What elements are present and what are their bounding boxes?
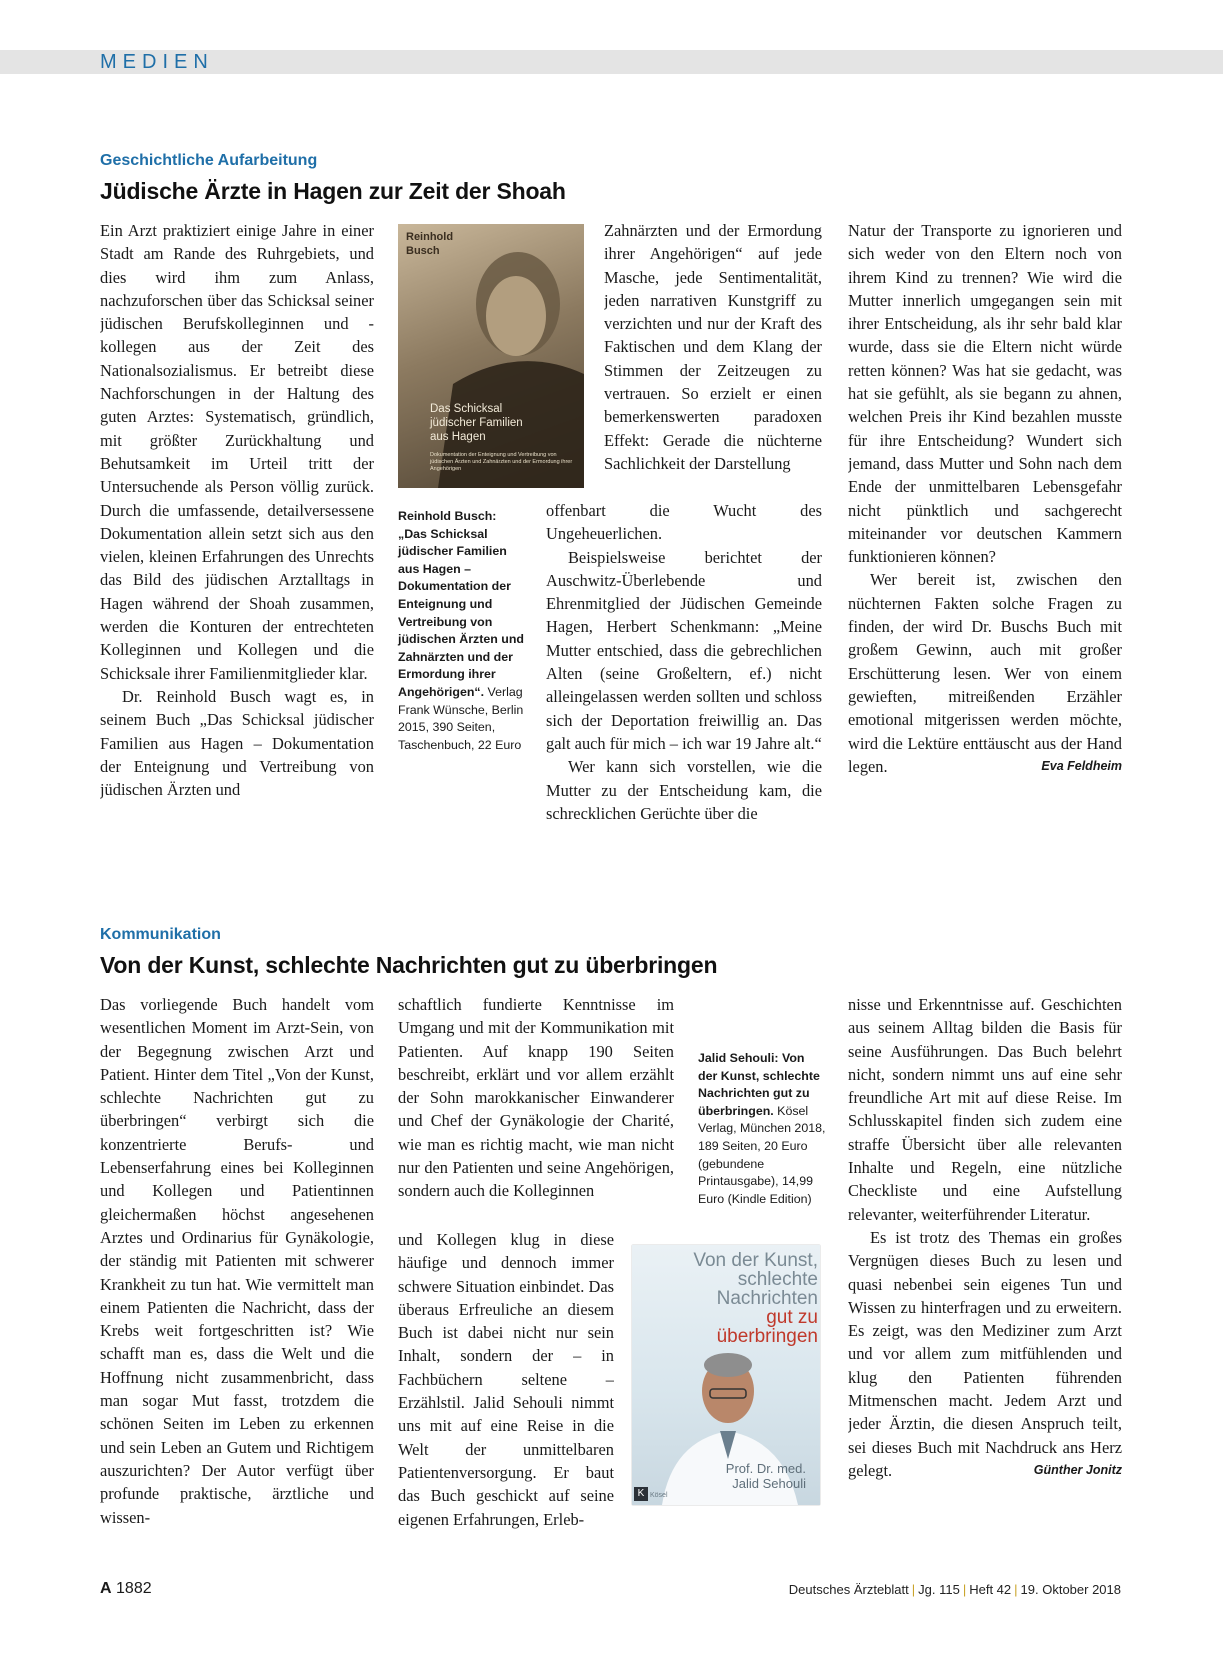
article1-headline: Jüdische Ärzte in Hagen zur Zeit der Shoah <box>100 178 566 204</box>
article2-paragraph: nisse und Erkenntnisse auf. Geschichten aus seinem Alltag bilden die Basis für seine Ausführungen. Das Buch belehrt nicht, sondern nimmt uns auf eine sehr freundliche Art mit auf diese Reise. Im Schlusskapitel finden sich zudem eine straffe Übersicht über alle relevanten Inhalte und Regeln, eine nützliche Checkliste und eine Aufstellung relevanter, weiterführender Literatur. <box>848 995 1122 1224</box>
article2-column-2-top <box>398 993 674 1228</box>
article1-author: Eva Feldheim <box>1041 758 1122 773</box>
book-cover-sehouli <box>632 1245 820 1505</box>
article1-column-4 <box>848 219 1122 861</box>
article2-column-2-bottom <box>398 1228 614 1554</box>
cover-publisher: Kösel <box>650 1492 668 1499</box>
article1-column-3-bottom <box>546 499 822 861</box>
article1-paragraph: Dr. Reinhold Busch wagt es, in seinem Buch „Das Schicksal jüdischer Familien aus Hagen – Dokumentation der Enteignung und Vertreibung von jüdischen Ärzten und <box>100 686 374 800</box>
article1-kicker: Geschichtliche Aufarbeitung <box>100 152 318 169</box>
cover-title: Von der Kunst, schlechte Nachrichten gut zu überbringen <box>693 1250 818 1347</box>
article1-paragraph: Wer kann sich vorstellen, wie die Mutter zu der Entscheidung kam, die schrecklichen Gerüchte über die <box>546 757 822 823</box>
article1-paragraph: Wer bereit ist, zwischen den nüchternen Fakten solche Fragen zu finden, der wird Dr. Buschs Buch mit großem Gewinn, auch mit großer Erschütterung lesen. Wer von einem gewieften, mitreißenden Erzähler emotional mitgerissen werden möchte, wird die Lektüre enttäuscht aus der Hand legen. Eva Feldheim <box>848 570 1122 776</box>
article1-caption: Reinhold Busch: „Das Schicksal jüdischer Familien aus Hagen – Dokumentation der Enteignung und Vertreibung von jüdischen Ärzten und Zahnärzten und der Ermordung ihrer Angehörigen“. Verlag Frank Wünsche, Berlin 2015, 390 Seiten, Taschenbuch, 22 Euro <box>398 509 524 752</box>
portrait-illustration <box>398 224 584 488</box>
book-cover-busch <box>398 224 584 488</box>
article2-paragraph: schaftlich fundierte Kenntnisse im Umgang und mit der Kommunikation mit Patienten. Auf knapp 190 Seiten beschreibt, erklärt und vor allem erzählt der Sohn marokkanischer Einwanderer und Chef der Gynäkologie der Charité, wie man es richtig macht, wie man nicht nur den Patienten und seine Angehörigen, sondern auch die Kolleginnen <box>398 995 674 1201</box>
article1-paragraph: Beispielsweise berichtet der Auschwitz-Überlebende und Ehrenmitglied der Jüdischen Gemeinde Hagen, Herbert Schenkmann: „Meine Mutter entschied, dass die gebrechlichen Alten (seine Großeltern, ef.) nicht alleingelassen werden sollten und schloss sich der Deportation freiwillig an. Das galt auch für mich – ich war 19 Jahre alt.“ <box>546 547 822 753</box>
article2-column-4 <box>848 993 1122 1555</box>
article2-caption: Jalid Sehouli: Von der Kunst, schlechte Nachrichten gut zu überbringen. Kösel Verlag, München 2018, 189 Seiten, 20 Euro (gebundene Printausgabe), 14,99 Euro (Kindle Edition) <box>698 1051 826 1206</box>
cover-title: Das Schicksal jüdischer Familien aus Hagen <box>430 403 523 443</box>
article2-paragraph: Das vorliegende Buch handelt vom wesentlichen Moment im Arzt-Sein, von der Begegnung zwischen Arzt und Patient. Hinter dem Titel „Von der Kunst, schlechte Nachrichten gut zu überbringen“ verbirgt sich die konzentrierte Berufs- und Lebenserfahrung eines bei Kolleginnen und Kollegen und Patientinnen gleichermaßen höchst angesehenen Arztes und Ordinarius für Gynäkologie, der ständig mit Patienten mit schwerer Krankheit zu tun hat. Wie vermittelt man einem Patienten die Nachricht, dass der Krebs weit fortgeschritten ist? Wie schafft man es, dass die Welt und die Hoffnung nicht zusammenbricht, dass man sogar Mut fasst, trotzdem die schönen Seiten im Leben zu erkennen und sein Leben an Gutem und Richtigem auszurichten? Der Autor verfügt über profunde praktische, ärztliche und wissen- <box>100 995 374 1527</box>
article2-kicker: Kommunikation <box>100 926 221 943</box>
article2-headline: Von der Kunst, schlechte Nachrichten gut zu überbringen <box>100 952 718 978</box>
article1-paragraph: offenbart die Wucht des Ungeheuerlichen. <box>546 501 822 544</box>
article2-paragraph: Es ist trotz des Themas ein großes Vergnügen dieses Buch zu lesen und quasi nebenbei sein eigenes Tun und Wissen zu hinterfragen und zu erweitern. Es zeigt, was den Mediziner zum Arzt und vor allem zum mitfühlenden und klug den Patienten führenden Mitmenschen macht. Jedem Arzt und jeder Ärztin, die diesen Anspruch teilt, sei dieses Buch mit Nachdruck ans Herz gelegt. Günther Jonitz <box>848 1227 1122 1480</box>
article2-paragraph: und Kollegen klug in diese häufige und dennoch immer schwere Situation einbindet. Das überaus Erfreuliche an diesem Buch ist dabei nicht nur sein Inhalt, sondern der – in Fachbüchern seltene – Erzählstil. Jalid Sehouli nimmt uns mit auf eine Reise in die Welt der unmittelbaren Patientenversorgung. Er baut das Buch geschickt auf seine eigenen Erfahrungen, Erleb- <box>398 1230 614 1529</box>
article2-column-1 <box>100 993 374 1555</box>
journal-info: Deutsches Ärzteblatt | Jg. 115 | Heft 42 | 19. Oktober 2018 <box>788 1582 1121 1597</box>
section-label: MEDIEN <box>100 51 214 73</box>
article2-author: Günther Jonitz <box>1033 1462 1122 1477</box>
cover-author: Prof. Dr. med. Jalid Sehouli <box>725 1461 806 1491</box>
article1-paragraph: Zahnärzten und der Ermordung ihrer Angehörigen“ auf jede Masche, jede Sentimentalität, jeden narrativen Kunstgriff zu verzichten und nur der Kraft des Faktischen und dem Klang der Stimmen der Zeitzeugen zu vertrauen. So erzielt er einen bemerkenswerten paradoxen Effekt: Gerade die nüchterne Sachlichkeit der Darstellung <box>604 221 822 473</box>
cover-author: Reinhold Busch <box>406 231 454 257</box>
page-number: A 1882 <box>100 1580 152 1597</box>
article1-column-1 <box>100 219 374 861</box>
article1-paragraph: Ein Arzt praktiziert einige Jahre in einer Stadt am Rande des Ruhrgebiets, und dies wird ihm zum Anlass, nachzuforschen über das Schicksal seiner jüdischen Berufskolleginnen und -kollegen aus der Zeit des Nationalsozialismus. Er betreibt diese Nachforschungen in der Haltung des guten Arztes: Systematisch, gründlich, mit größter Zurückhaltung und Behutsamkeit im Urteil tritt der Untersuchende als Person völlig zurück. Durch die umfassende, detailversessene Dokumentation allein setzt sich aus den vielen, kleinen Erfahrungen des Unrechts das Bild des jüdischen Arztalltags in Hagen während der Shoah zusammen, werden die Konturen der entrechteten Kolleginnen und Kollegen und die Schicksale ihrer Familienmitglieder klar. <box>100 221 374 683</box>
publisher-logo-icon: K <box>634 1487 648 1501</box>
article1-paragraph: Natur der Transporte zu ignorieren und sich weder von den Eltern noch von ihrem Kind zu trennen? Wie wird die Mutter innerlich umgegangen sein mit ihrer Entscheidung, als ihr sehr bald klar wurde, dass sie die Eltern nicht würde retten können? Was hat sie gedacht, was hat sie gefühlt, als sie begann zu ahnen, welchen Preis ihr Kind bezahlen musste für ihre Entscheidung? Wundert sich jemand, dass Mutter und Sohn nach dem Ende der unmittelbaren Lebensgefahr nicht pünktlich und sachgerecht miteinander vor deutschen Kammern funktionieren können? <box>848 221 1122 567</box>
article1-column-3-top <box>604 219 822 499</box>
cover-subtitle: Dokumentation der Enteignung und Vertreibung von jüdischen Ärzten und Zahnärzten und der Ermordung ihrer Angehörigen <box>430 452 573 472</box>
